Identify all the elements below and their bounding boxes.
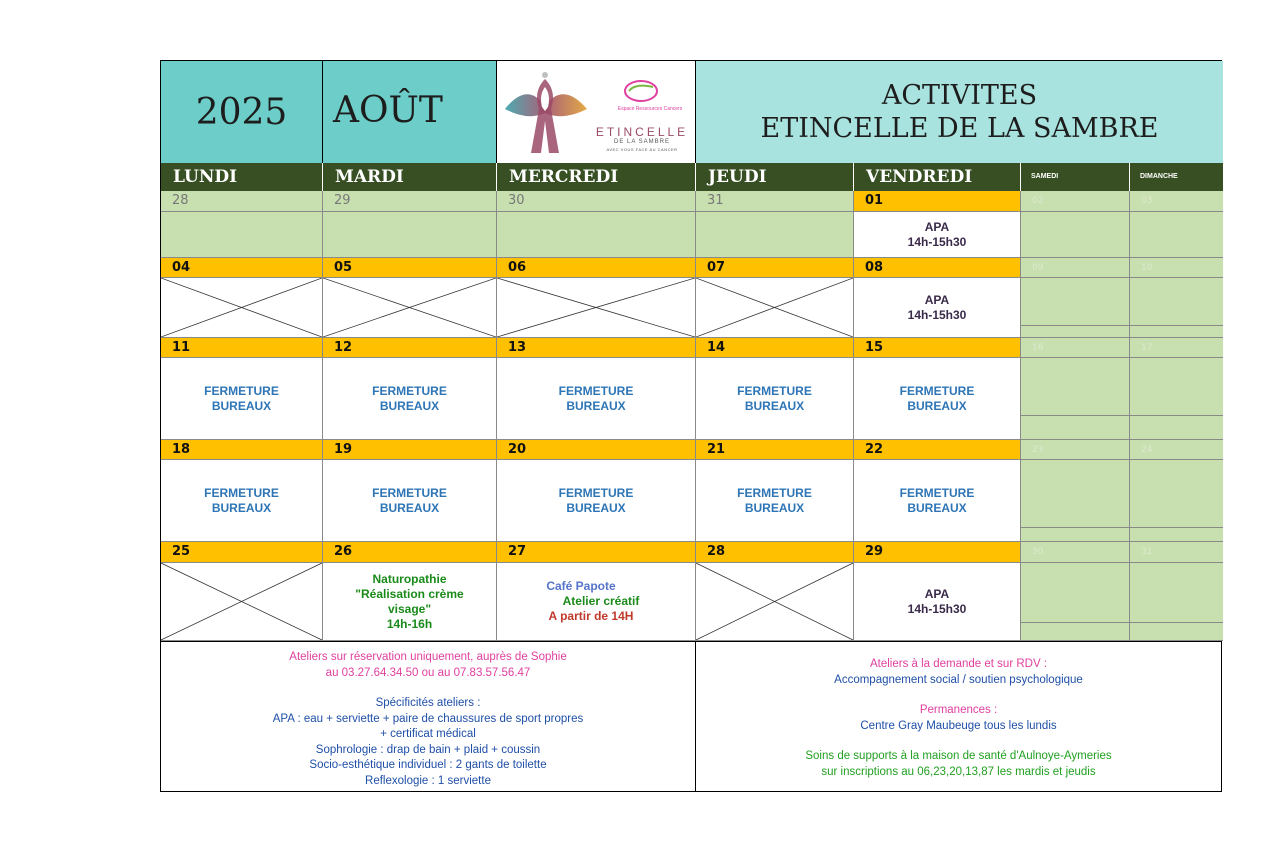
dayname-thursday: JEUDI bbox=[696, 163, 854, 191]
date-cell: 07 bbox=[696, 258, 854, 278]
date-cell: 27 bbox=[497, 542, 696, 563]
cross-icon bbox=[323, 278, 496, 337]
dayname-friday: VENDREDI bbox=[854, 163, 1021, 191]
date-cell: 28 bbox=[696, 542, 854, 563]
cross-icon bbox=[696, 563, 853, 640]
cross-icon bbox=[161, 278, 322, 337]
fermeture-cell: FERMETURE BUREAUX bbox=[161, 460, 323, 542]
month: AOÛT bbox=[323, 61, 497, 163]
date-cell: 29 bbox=[323, 191, 497, 212]
date-cell: 26 bbox=[323, 542, 497, 563]
day-cell bbox=[696, 212, 854, 258]
date-cell: 11 bbox=[161, 338, 323, 358]
date-cell: 18 bbox=[161, 440, 323, 460]
date-cell: 28 bbox=[161, 191, 323, 212]
date-cell: 19 bbox=[323, 440, 497, 460]
date-cell: 02 bbox=[1021, 191, 1130, 212]
date-cell: 05 bbox=[323, 258, 497, 278]
date-cell: 06 bbox=[497, 258, 696, 278]
date-cell: 10 bbox=[1130, 258, 1223, 278]
date-cell: 01 bbox=[854, 191, 1021, 212]
date-cell: 15 bbox=[854, 338, 1021, 358]
date-cell: 08 bbox=[854, 258, 1021, 278]
date-cell: 13 bbox=[497, 338, 696, 358]
day-cell bbox=[497, 212, 696, 258]
fermeture-cell: FERMETURE BUREAUX bbox=[696, 460, 854, 542]
activity-cell: APA 14h-15h30 bbox=[854, 563, 1021, 641]
crossed-cell bbox=[497, 278, 696, 338]
dayname-sunday: DIMANCHE bbox=[1130, 163, 1223, 191]
activity-cell: APA 14h-15h30 bbox=[854, 212, 1021, 258]
calendar bbox=[160, 60, 1222, 792]
footer-right: Ateliers à la demande et sur RDV : Accompagnement social / soutien psychologique Permanences : Centre Gray Maubeuge tous les lundis Soins de supports à la maison de santé d'Aulnoye-Aymeries sur inscriptions au 06,23,20,13,87 les mardis et jeudis bbox=[696, 641, 1221, 791]
logo: Espace Ressources Cancers ETINCELLE DE LA SAMBRE AVEC VOUS FACE AU CANCER bbox=[497, 61, 696, 163]
date-cell: 09 bbox=[1021, 258, 1130, 278]
day-cell bbox=[323, 212, 497, 258]
day-cell bbox=[1021, 528, 1130, 542]
day-cell bbox=[1130, 460, 1223, 528]
crossed-cell bbox=[323, 278, 497, 338]
date-cell: 29 bbox=[854, 542, 1021, 563]
cross-icon bbox=[161, 563, 322, 640]
crossed-cell bbox=[161, 563, 323, 641]
fermeture-cell: FERMETURE BUREAUX bbox=[854, 460, 1021, 542]
day-cell bbox=[1130, 416, 1223, 440]
date-cell: 24 bbox=[1130, 440, 1223, 460]
dayname-monday: LUNDI bbox=[161, 163, 323, 191]
day-cell bbox=[1130, 623, 1223, 641]
date-cell: 21 bbox=[696, 440, 854, 460]
day-cell bbox=[1130, 563, 1223, 623]
day-cell bbox=[1130, 528, 1223, 542]
fermeture-cell: FERMETURE BUREAUX bbox=[854, 358, 1021, 440]
fermeture-cell: FERMETURE BUREAUX bbox=[696, 358, 854, 440]
day-cell bbox=[1021, 326, 1130, 338]
date-cell: 17 bbox=[1130, 338, 1223, 358]
fermeture-cell: FERMETURE BUREAUX bbox=[497, 358, 696, 440]
fermeture-cell: FERMETURE BUREAUX bbox=[323, 460, 497, 542]
page-title: ACTIVITES ETINCELLE DE LA SAMBRE bbox=[696, 61, 1223, 163]
crossed-cell bbox=[696, 278, 854, 338]
date-cell: 31 bbox=[696, 191, 854, 212]
date-cell: 25 bbox=[161, 542, 323, 563]
dayname-saturday: SAMEDI bbox=[1021, 163, 1130, 191]
day-cell bbox=[1130, 358, 1223, 416]
day-cell bbox=[1021, 623, 1130, 641]
date-cell: 30 bbox=[1021, 542, 1130, 563]
day-cell bbox=[1021, 212, 1130, 258]
fermeture-cell: FERMETURE BUREAUX bbox=[497, 460, 696, 542]
date-cell: 23 bbox=[1021, 440, 1130, 460]
date-cell: 04 bbox=[161, 258, 323, 278]
activity-cell: Café Papote Atelier créatif A partir de 14H bbox=[497, 563, 696, 641]
day-cell bbox=[1130, 278, 1223, 326]
day-cell bbox=[1021, 416, 1130, 440]
dayname-tuesday: MARDI bbox=[323, 163, 497, 191]
day-cell bbox=[1021, 460, 1130, 528]
day-cell bbox=[1021, 358, 1130, 416]
fermeture-cell: FERMETURE BUREAUX bbox=[323, 358, 497, 440]
dayname-wednesday: MERCREDI bbox=[497, 163, 696, 191]
date-cell: 12 bbox=[323, 338, 497, 358]
date-cell: 20 bbox=[497, 440, 696, 460]
date-cell: 03 bbox=[1130, 191, 1223, 212]
date-cell: 31 bbox=[1130, 542, 1223, 563]
day-cell bbox=[1130, 326, 1223, 338]
crossed-cell bbox=[161, 278, 323, 338]
day-cell bbox=[161, 212, 323, 258]
date-cell: 30 bbox=[497, 191, 696, 212]
crossed-cell bbox=[696, 563, 854, 641]
cross-icon bbox=[696, 278, 853, 337]
activity-cell: Naturopathie "Réalisation crème visage" 14h-16h bbox=[323, 563, 497, 641]
footer-left: Ateliers sur réservation uniquement, auprès de Sophie au 03.27.64.34.50 ou au 07.83.57.56.47 Spécificités ateliers : APA : eau + serviette + paire de chaussures de sport propres + certificat médical Sophrologie : drap de bain + plaid + coussin Socio-esthétique individuel : 2 gants de toilette Reflexologie : 1 serviette bbox=[161, 641, 696, 791]
fermeture-cell: FERMETURE BUREAUX bbox=[161, 358, 323, 440]
activity-cell: APA 14h-15h30 bbox=[854, 278, 1021, 338]
date-cell: 16 bbox=[1021, 338, 1130, 358]
day-cell bbox=[1130, 212, 1223, 258]
date-cell: 22 bbox=[854, 440, 1021, 460]
day-cell bbox=[1021, 278, 1130, 326]
day-cell bbox=[1021, 563, 1130, 623]
date-cell: 14 bbox=[696, 338, 854, 358]
year: 2025 bbox=[161, 61, 323, 163]
cross-icon bbox=[497, 278, 695, 337]
